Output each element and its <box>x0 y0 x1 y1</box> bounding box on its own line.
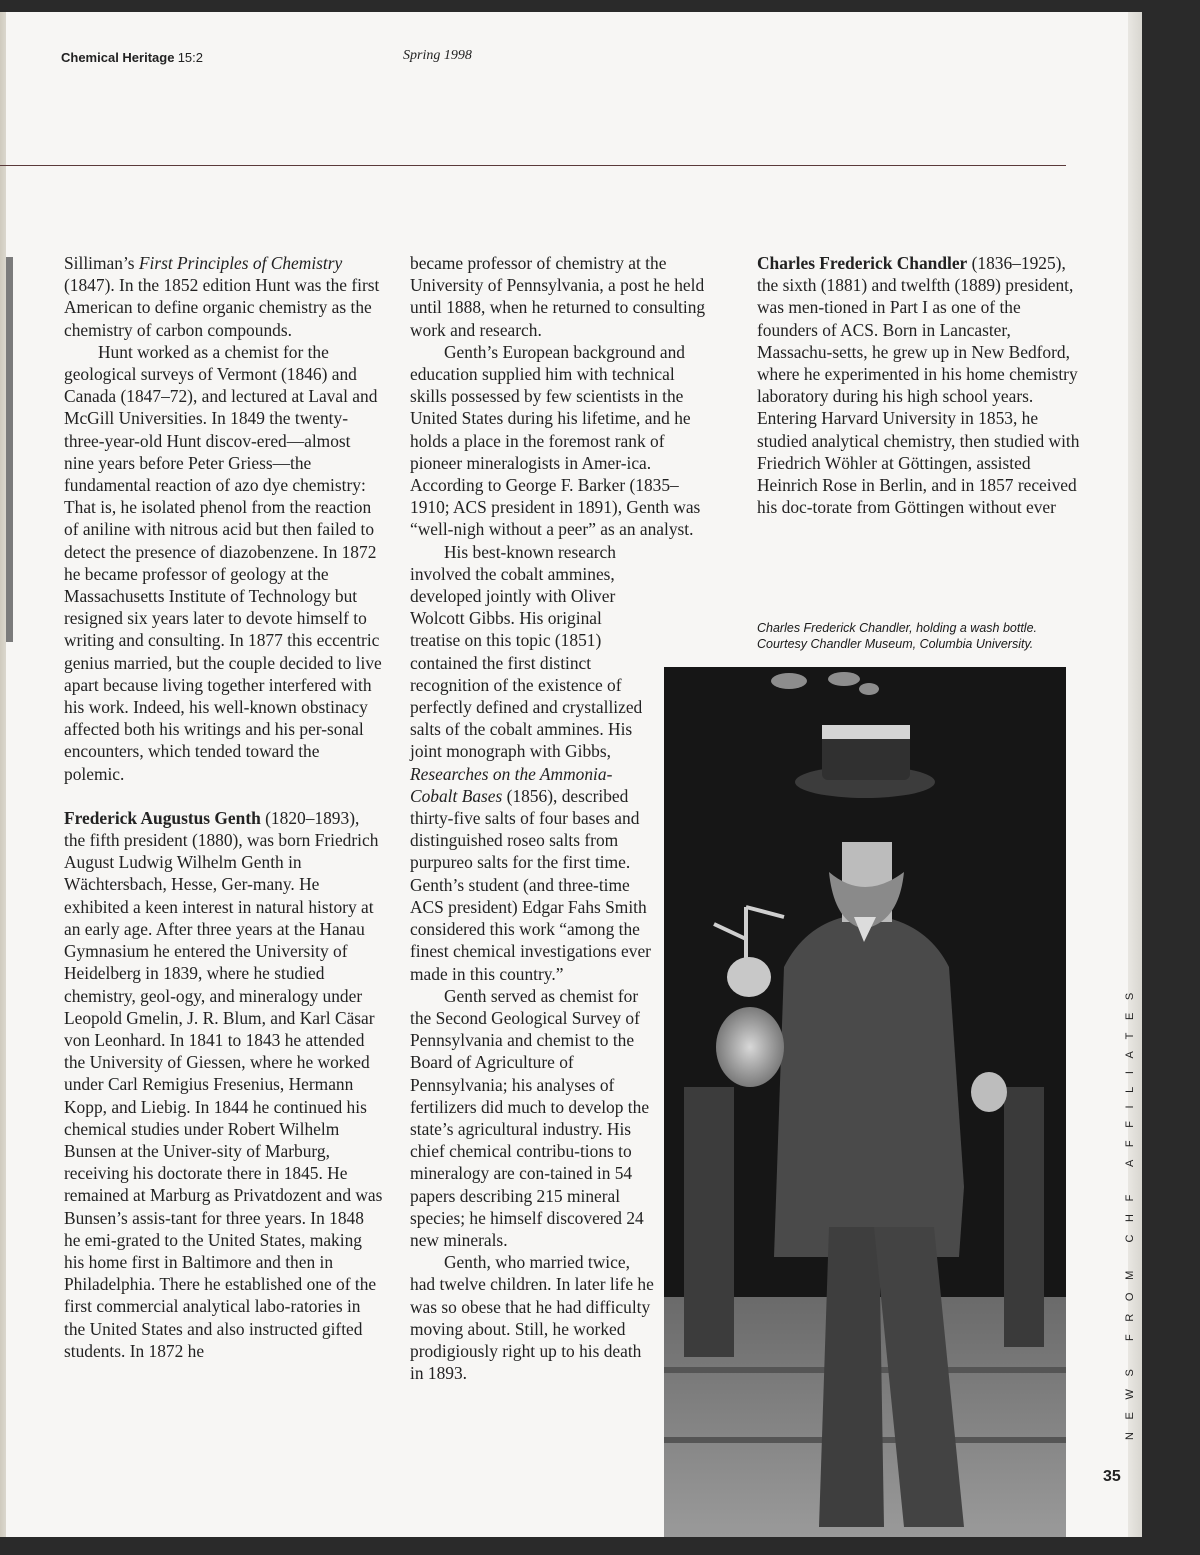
book-title: Researches on the Ammonia-Cobalt Bases <box>410 763 613 806</box>
issue-season: Spring 1998 <box>403 48 472 63</box>
paragraph: Genth served as chemist for the Second Geological Survey of Pennsylvania and chemist to the Board of Agriculture of Pennsylvania; his analyses of fertilizers did much to develop the state’s agricultural industry. His chief chemical contribu-tions to mineralogy are con-tained in 54 papers describing 215 mineral species; he himself discovered 24 new minerals. <box>410 985 650 1250</box>
paragraph: Charles Frederick Chandler (1836–1925), the sixth (1881) and twelfth (1889) president, was men-tioned in Part I as one of the founders of ACS. Born in Lancaster, Massachu-setts, he grew up in New Bedford, where he experimented in his home chemistry laboratory during his high school years. Entering Harvard University in 1853, he studied analytical chemistry, then studied with Friedrich Wöhler at Göttingen, assisted Heinrich Rose in Berlin, and in 1857 received his doc-torate from Göttingen without ever <box>757 253 1080 518</box>
paragraph: Frederick Augustus Genth (1820–1893), the fifth president (1880), was born Friedrich August Ludwig Wilhelm Genth in Wächtersbach, Hesse, Ger-many. He exhibited a keen interest in natural history at an early age. After three years at the Hanau Gymnasium he entered the University of Heidelberg in 1839, where he studied chemistry, geol-ogy, and mineralogy under Leopold Gmelin, J. R. Blum, and Karl Cäsar von Leonhard. In 1841 to 1843 he attended the University of Giessen, where he worked under Carl Remigius Fresenius, Hermann Kopp, and Liebig. In 1844 he continued his chemical studies under Robert Wilhelm Bunsen at the Univer-sity of Marburg, receiving his doctorate there in 1845. He remained at Marburg as Privatdozent and was Bunsen’s assis-tant for three years. In 1848 he emi-grated to the United States, making his home first in Baltimore and then in Philadelphia. There he established one of the first commercial analytical labo-ratories in the United States and also instructed gifted students. In 1872 he <box>64 807 383 1361</box>
column-3 <box>757 252 1082 518</box>
paragraph: Hunt worked as a chemist for the geological surveys of Vermont (1846) and Canada (1847–72), and lectured at Laval and McGill Universities. In 1849 the twenty-three-year-old Hunt discov-ered—almost nine years before Peter Griess—the fundamental reaction of azo dye chemistry: That is, he isolated phenol from the reaction of aniline with nitrous acid but then failed to detect the presence of diazobenzene. In 1872 he became professor of geology at the Massachusetts Institute of Technology but resigned six years later to devote himself to writing and consulting. In 1877 this eccentric genius married, but the couple decided to live apart because living together interfered with his work. Indeed, his well-known obstinacy affected both his writings and his per-sonal encounters, which tended toward the polemic. <box>64 341 382 784</box>
page-number: 35 <box>1103 1468 1121 1485</box>
person-name-genth: Frederick Augustus Genth <box>64 807 261 828</box>
door-frame <box>684 1087 734 1357</box>
chandler-photo <box>664 667 1066 1537</box>
book-title: First Principles of Chemistry <box>138 253 343 273</box>
binding-shadow <box>6 257 13 642</box>
paragraph: became professor of chemistry at the University of Pennsylvania, a post he held until 1888, when he returned to consulting work and research. <box>410 253 706 340</box>
trouser-left <box>819 1227 884 1527</box>
header-rule <box>0 165 1066 166</box>
paragraph: Genth, who married twice, had twelve children. In later life he was so obese that he had difficulty moving about. Still, he worked prodigiously right up to his death in 1893. <box>410 1252 654 1384</box>
person-name-chandler: Charles Frederick Chandler <box>757 253 968 273</box>
paragraph: Genth’s European background and education supplied him with technical skills possessed by few scientists in the United States during his lifetime, and he holds a place in the foremost rank of pioneer mineralogists in Amer-ica. According to George F. Barker (1835–1910; ACS president in 1891), Genth was “well-nigh without a peer” as an analyst. <box>410 341 701 540</box>
magazine-title: Chemical Heritage <box>61 50 175 65</box>
wash-bottle <box>716 1007 784 1087</box>
hand-right <box>971 1072 1007 1112</box>
hand <box>727 957 771 997</box>
portrait-illustration <box>664 667 1066 1537</box>
running-header <box>61 50 203 66</box>
photo-caption: Charles Frederick Chandler, holding a wash bottle. Courtesy Chandler Museum, Columbia University. <box>757 621 1038 651</box>
paragraph: His best-known research involved the cobalt ammines, developed jointly with Oliver Wolcott Gibbs. His original treatise on this topic (1851) contained the first distinct recognition of the existence of perfectly defined and crystallized salts of the cobalt ammines. His joint monograph with Gibbs, Researches on the Ammonia-Cobalt Bases (1856), described thirty-five salts of four bases and distinguished roseo salts from purpureo salts for the first time. Genth’s student (and three-time ACS president) Edgar Fahs Smith considered this work “among the finest chemical investigations ever made in this country.” <box>410 541 651 984</box>
section-label: NEWS FROM CHF AFFILIATES <box>1124 980 1136 1440</box>
issue-number: 15:2 <box>177 50 203 65</box>
coat <box>774 917 964 1257</box>
column-1 <box>64 252 384 1362</box>
paragraph: Silliman’s First Principles of Chemistry (1847). In the 1852 edition Hunt was the first American to define organic chemistry as the chemistry of carbon compounds. <box>64 253 380 340</box>
